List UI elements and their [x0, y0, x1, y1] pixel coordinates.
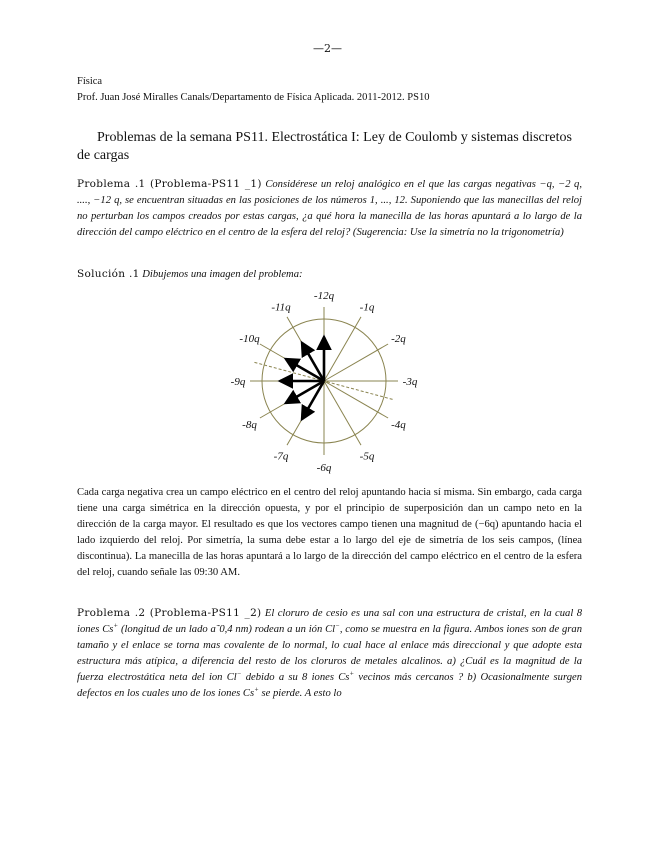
charge-label: -3q [402, 376, 418, 388]
charge-label: -8q [242, 419, 257, 431]
field-vector-arrows [280, 337, 324, 419]
document-header [77, 74, 429, 106]
clock-diagram [225, 290, 425, 480]
clock-charges-figure [225, 290, 425, 480]
charge-label: -9q [230, 376, 246, 388]
solution-1-label: Solución .1 [77, 268, 140, 280]
problem-1 [77, 176, 582, 241]
solution-1 [77, 266, 582, 283]
solution-1-intro: Dibujemos una imagen del problema: [142, 269, 303, 280]
problem-2-label: Problema .2 (Problema-PS11 _2) [77, 607, 262, 619]
problem-1-text: Considérese un reloj analógico en el que las cargas negativas −q, −2 q, ...., −12 q, se encuentran situadas en las posiciones de los números 1, ..., 12. Suponiendo que las manecillas del reloj no perturban los campos creados por estas cargas, ¿a qué hora la manecilla de las horas apuntará a lo largo de la dirección del campo eléctrico en el centro de la esfera del reloj? (Sugerencia: Use la simetría no la trigonometría) [77, 179, 582, 238]
problem-2-text: El cloruro de cesio es una sal con una estructura de cristal, en la cual 8 iones Cs+ (longitud de un lado a˜0,4 nm) rodean a un ión Cl−, como se muestra en la figura. Ambos iones son de gran tamaño y el enlace se torna mas covalente de lo normal, lo cual hace al enlace más direccional y que adopte esta estructura más atípica, a diferencia del resto de los cloruros de metales alcalinos. a) ¿Cuál es la magnitud de la fuerza electrostática neta del ion Cl− debido a su 8 iones Cs+ vecinos más cercanos ? b) Ocasionalmente surgen defectos en los cuales uno de los iones Cs+ se pierde. A esto lo [77, 608, 583, 699]
charge-label: -1q [359, 301, 375, 314]
charge-label: -10q [239, 333, 260, 345]
section-title: Problemas de la semana PS11. Electrostática I: Ley de Coulomb y sistemas discretos de cargas [77, 130, 572, 163]
clock-spoke [324, 381, 361, 445]
solution-1-explanation: Cada carga negativa crea un campo eléctrico en el centro del reloj apuntando hacia sí misma. Sin embargo, cada carga tiene una carga simétrica en la dirección opuesta, y por el principio de superposición dan un campo neto en la dirección de la carga mayor. El resultado es que los vectores campo tienen una magnitud de (−6q) apuntando hacia el lado izquierdo del reloj. Por simetría, la suma debe estar a lo largo del eje de simetría de los seis campos, (línea discontinua). La manecilla de las horas apuntará a lo largo de la dirección del campo eléctrico en el centro de la esfera del reloj, cuando señale las 09:30 AM. [77, 487, 582, 578]
clock-spoke [324, 381, 388, 418]
charge-label: -11q [271, 301, 291, 314]
subject-label: Física [77, 76, 103, 87]
charge-label: -6q [316, 462, 332, 474]
page-number: —2— [313, 42, 342, 55]
charge-label: -2q [391, 333, 406, 345]
charge-label: -7q [273, 450, 289, 463]
problem-1-label: Problema .1 (Problema-PS11 _1) [77, 178, 262, 190]
problem-2 [77, 605, 582, 702]
charge-label: -12q [313, 290, 335, 302]
author-line: Prof. Juan José Miralles Canals/Departamento de Física Aplicada. 2011-2012. PS10 [77, 92, 430, 103]
clock-spoke [324, 344, 388, 381]
charge-label: -5q [359, 450, 375, 463]
clock-spoke [324, 317, 361, 381]
charge-label: -4q [391, 419, 406, 431]
